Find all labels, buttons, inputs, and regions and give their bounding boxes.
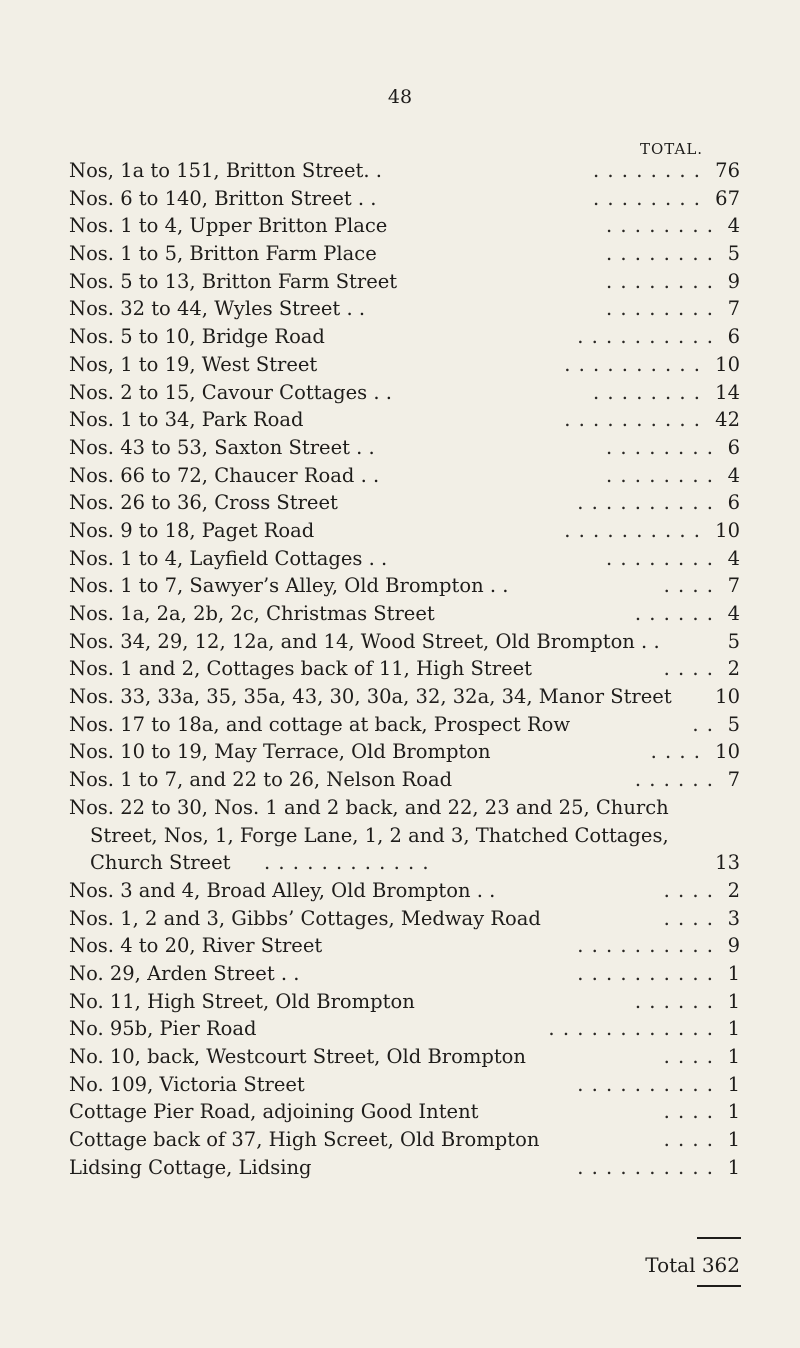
entry-label: Nos. 2 to 15, Cavour Cottages . . — [69, 380, 392, 404]
entry-total: 3 — [727, 906, 740, 930]
table-row — [69, 517, 740, 545]
entry-label: Nos. 1 to 7, and 22 to 26, Nelson Road — [69, 768, 453, 792]
dot-leader: . . . . . . . . . . — [564, 408, 701, 432]
entry-total: 4 — [727, 463, 740, 487]
table-row — [69, 406, 740, 434]
entry-label-line-2: Street, Nos, 1, Forge Lane, 1, 2 and 3, Thatched Cottages, — [90, 823, 669, 847]
entry-label-line-3 — [69, 849, 740, 877]
dot-leader: . . . . — [663, 878, 714, 902]
dot-leader: . . . . . . . . . . . . — [548, 1017, 714, 1041]
dot-leader: . . . . . . . . . . — [577, 1072, 714, 1096]
dot-leader: . . . . . . — [634, 768, 714, 792]
entry-total: 5 — [727, 629, 740, 653]
table-row — [69, 157, 740, 185]
entry-label: Nos. 17 to 18a, and cottage at back, Prospect Row — [69, 712, 571, 736]
entry-label: No. 10, back, Westcourt Street, Old Brompton — [69, 1044, 526, 1068]
table-row — [69, 351, 740, 379]
dot-leader: . . . . . . . . . . . . — [264, 851, 430, 875]
entry-total: 1 — [727, 961, 740, 985]
table-row — [69, 932, 740, 960]
table-row — [69, 462, 740, 490]
entry-label: No. 109, Victoria Street — [69, 1072, 305, 1096]
dot-leader: . . . . . . . . — [606, 214, 714, 238]
entry-label: Nos. 5 to 10, Bridge Road — [69, 325, 325, 349]
dot-leader: . . — [692, 712, 714, 736]
entry-label: Nos. 43 to 53, Saxton Street . . — [69, 435, 375, 459]
dot-leader: . . . . . . . . . . — [577, 1155, 714, 1179]
table-row — [69, 960, 740, 988]
dot-leader: . . . . . . — [634, 989, 714, 1013]
table-row — [69, 379, 740, 407]
entry-label: Nos. 6 to 140, Britton Street . . — [69, 186, 377, 210]
entry-total: 42 — [715, 408, 740, 432]
table-row — [69, 572, 740, 600]
entry-label: Nos. 1a, 2a, 2b, 2c, Christmas Street — [69, 602, 435, 625]
table-row — [69, 185, 740, 213]
dot-leader: . . . . . . . . . . — [577, 325, 714, 349]
entry-total: 67 — [715, 186, 740, 210]
entry-label: Nos. 1 to 34, Park Road — [69, 408, 304, 432]
entry-total: 5 — [727, 712, 740, 736]
entry-total: 2 — [727, 878, 740, 902]
entry-label: No. 95b, Pier Road — [69, 1017, 257, 1041]
entry-label: Nos. 66 to 72, Chaucer Road . . — [69, 463, 380, 487]
table-row — [69, 212, 740, 240]
table-row — [69, 1043, 740, 1071]
entry-label: Nos. 1, 2 and 3, Gibbs’ Cottages, Medway Road — [69, 906, 541, 930]
entry-total: 10 — [715, 352, 740, 376]
entry-total: 76 — [715, 159, 740, 182]
table-row — [69, 268, 740, 296]
dot-leader: . . . . . . . . . . — [577, 934, 714, 958]
entry-total: 2 — [727, 657, 740, 681]
entry-total: 9 — [727, 269, 740, 293]
entry-label: No. 29, Arden Street . . — [69, 961, 300, 985]
dot-leader: . . . . . . . . — [593, 186, 701, 210]
entry-total: 1 — [727, 1155, 740, 1179]
table-row — [69, 1071, 740, 1099]
dot-leader: . . . . . . — [634, 602, 714, 625]
dot-leader: . . . . . . . . . . — [564, 352, 701, 376]
dot-leader: . . . . . . . . . . — [577, 491, 714, 515]
total-top-rule — [697, 1237, 741, 1239]
entry-label: Nos. 10 to 19, May Terrace, Old Brompton — [69, 740, 491, 764]
entry-total: 6 — [727, 491, 740, 515]
entry-label: Nos. 1 and 2, Cottages back of 11, High Street — [69, 657, 532, 681]
entry-label: Nos. 3 and 4, Broad Alley, Old Brompton . . — [69, 878, 496, 902]
grand-total: Total 362 — [645, 1253, 740, 1277]
table-row — [69, 683, 740, 711]
table-row — [69, 1015, 740, 1043]
entry-total: 1 — [727, 1100, 740, 1124]
entry-label: Nos, 1a to 151, Britton Street. . — [69, 159, 382, 182]
entry-label: Nos. 34, 29, 12, 12a, and 14, Wood Street, Old Brompton . . — [69, 629, 660, 653]
entry-total: 10 — [715, 685, 740, 709]
table-row — [69, 1098, 740, 1126]
entry-total: 1 — [727, 989, 740, 1013]
entry-total: 1 — [727, 1044, 740, 1068]
table-row — [69, 545, 740, 573]
entry-total: 4 — [727, 546, 740, 570]
table-row — [69, 489, 740, 517]
table-row — [69, 738, 740, 766]
table-row — [69, 1126, 740, 1154]
dot-leader: . . . . . . . . — [606, 435, 714, 459]
entry-label: Nos. 32 to 44, Wyles Street . . — [69, 297, 366, 321]
entry-total: 10 — [715, 740, 740, 764]
entry-total: 1 — [727, 1017, 740, 1041]
entry-label: Nos. 9 to 18, Paget Road — [69, 518, 315, 542]
total-column-header: TOTAL. — [640, 140, 704, 158]
entry-label: Nos. 1 to 4, Layfield Cottages . . — [69, 546, 388, 570]
entry-label: Nos. 1 to 5, Britton Farm Place — [69, 242, 377, 266]
entry-label: Cottage back of 37, High Screet, Old Brompton — [69, 1128, 540, 1151]
page-number: 48 — [387, 86, 413, 108]
entry-total: 1 — [727, 1128, 740, 1151]
dot-leader: . . . . — [663, 1100, 714, 1124]
entries-list — [69, 157, 740, 1181]
table-row — [69, 905, 740, 933]
dot-leader: . . . . . . . . — [606, 242, 714, 266]
entry-total: 7 — [727, 574, 740, 598]
dot-leader: . . . . . . . . — [606, 546, 714, 570]
entry-label-line-3-text: Church Street — [90, 851, 231, 875]
dot-leader: . . . . . . . . . . — [564, 518, 701, 542]
entry-label: Lidsing Cottage, Lidsing — [69, 1155, 312, 1179]
entry-label: Cottage Pier Road, adjoining Good Intent — [69, 1100, 479, 1124]
table-row — [69, 877, 740, 905]
entry-total: 7 — [727, 297, 740, 321]
entry-total: 1 — [727, 1072, 740, 1096]
entry-label: Nos. 26 to 36, Cross Street — [69, 491, 338, 515]
table-row — [69, 628, 740, 656]
dot-leader: . . . . — [663, 1128, 714, 1151]
table-row — [69, 655, 740, 683]
table-row — [69, 434, 740, 462]
entry-label: Nos. 1 to 4, Upper Britton Place — [69, 214, 388, 238]
dot-leader: . . . . . . . . — [606, 463, 714, 487]
dot-leader: . . . . . . . . — [593, 380, 701, 404]
entry-total: 6 — [727, 325, 740, 349]
table-row — [69, 1154, 740, 1182]
table-row — [69, 295, 740, 323]
dot-leader: . . . . . . . . — [606, 269, 714, 293]
table-row — [69, 766, 740, 794]
entry-total: 14 — [715, 380, 740, 404]
entry-total: 13 — [715, 851, 740, 875]
table-row — [69, 323, 740, 351]
dot-leader: . . . . — [663, 906, 714, 930]
entry-total: 10 — [715, 518, 740, 542]
dot-leader: . . . . — [663, 657, 714, 681]
entry-label: Nos. 33, 33a, 35, 35a, 43, 30, 30a, 32, 32a, 34, Manor Street — [69, 685, 672, 709]
entry-total: 6 — [727, 435, 740, 459]
entry-label: Nos. 1 to 7, Sawyer’s Alley, Old Brompton . . — [69, 574, 509, 598]
table-row — [69, 240, 740, 268]
entry-total: 4 — [727, 214, 740, 238]
entry-total: 4 — [727, 602, 740, 625]
entry-label: No. 11, High Street, Old Brompton — [69, 989, 415, 1013]
entry-label: Nos. 5 to 13, Britton Farm Street — [69, 269, 398, 293]
table-row — [69, 988, 740, 1016]
entry-label: Nos. 4 to 20, River Street — [69, 934, 323, 958]
table-row-multiline — [69, 794, 740, 877]
dot-leader: . . . . — [663, 1044, 714, 1068]
table-row — [69, 711, 740, 739]
entry-label: Nos, 1 to 19, West Street — [69, 352, 318, 376]
dot-leader: . . . . . . . . . . — [577, 961, 714, 985]
dot-leader: . . . . — [663, 574, 714, 598]
total-bottom-rule — [697, 1285, 741, 1287]
dot-leader: . . . . . . . . — [606, 297, 714, 321]
dot-leader: . . . . . . . . — [593, 159, 701, 182]
table-row — [69, 600, 740, 628]
entry-total: 7 — [727, 768, 740, 792]
entry-total: 5 — [727, 242, 740, 266]
entry-label-line-1: Nos. 22 to 30, Nos. 1 and 2 back, and 22, 23 and 25, Church — [69, 795, 669, 819]
entry-total: 9 — [727, 934, 740, 958]
dot-leader: . . . . — [650, 740, 701, 764]
